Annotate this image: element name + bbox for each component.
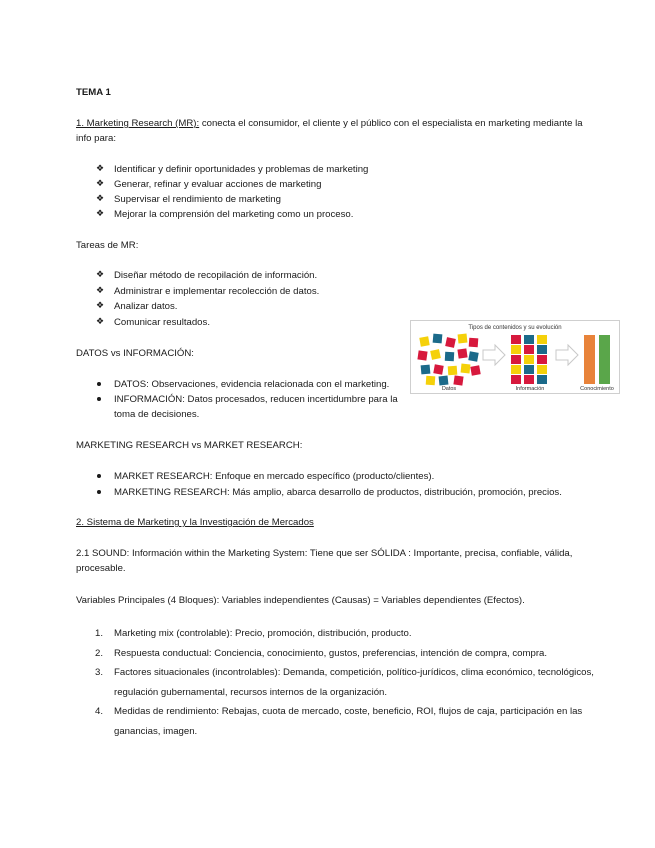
- info-square: [537, 335, 547, 344]
- list-item-text: Factores situacionales (incontrolables): Demanda, competición, político-jurídicos, clima económico, tecnológicos,: [114, 667, 594, 678]
- datos-info-list: [76, 377, 398, 422]
- list-item-text: Medidas de rendimiento: Rebajas, cuota de mercado, coste, beneficio, ROI, flujos de caja, participación en las: [114, 706, 583, 717]
- list-item: ❖ Comunicar resultados.: [76, 315, 319, 331]
- sound-paragraph: [76, 546, 572, 576]
- list-number: 2.: [95, 647, 104, 659]
- section2-title: 2. Sistema de Marketing y la Investigación de Mercados: [76, 517, 314, 528]
- list-number: 4.: [95, 706, 104, 717]
- data-square: [445, 352, 454, 361]
- list-item: [76, 644, 594, 664]
- info-square: [537, 375, 547, 384]
- mr-title: 1. Marketing Research (MR):: [76, 118, 200, 129]
- list-item: [76, 702, 594, 741]
- page-heading: TEMA 1: [76, 87, 111, 98]
- data-square: [470, 365, 480, 375]
- info-square: [537, 355, 547, 364]
- figure-title: Tipos de contenidos y su evolución: [468, 325, 562, 331]
- mr-vs-list: [76, 469, 562, 501]
- tareas-title: Tareas de MR:: [76, 240, 139, 251]
- list-item: ❖ Identificar y definir oportunidades y problemas de marketing: [76, 162, 368, 177]
- info-square: [524, 345, 534, 354]
- data-square: [430, 349, 441, 360]
- info-square: [511, 335, 521, 344]
- data-square: [469, 338, 479, 348]
- label-informacion: Información: [515, 386, 545, 392]
- list-item: ❖ Administrar e implementar recolección de datos.: [76, 284, 319, 300]
- info-square: [511, 375, 521, 384]
- data-square: [468, 351, 478, 361]
- list-item: MARKETING RESEARCH: Más amplio, abarca desarrollo de productos, distribución, promoción, precios.: [76, 485, 562, 501]
- info-square: [511, 345, 521, 354]
- mr-vs-title: MARKETING RESEARCH vs MARKET RESEARCH:: [76, 440, 303, 451]
- data-square: [419, 336, 429, 346]
- data-square: [439, 376, 449, 386]
- list-item: ❖ Generar, refinar y evaluar acciones de marketing: [76, 177, 368, 192]
- variables-paragraph: Variables Principales (4 Bloques): Variables independientes (Causas) = Variables dependientes (Efectos).: [76, 595, 525, 606]
- arrow-shape: [556, 345, 578, 365]
- list-item-text: Marketing mix (controlable): Precio, promoción, distribución, producto.: [114, 628, 412, 639]
- label-conocimiento: Conocimiento: [580, 386, 614, 392]
- list-number: 1.: [95, 628, 104, 639]
- info-square: [537, 345, 547, 354]
- list-item-text: Respuesta conductual: Conciencia, conocimiento, gustos, preferencias, intención de compra, compra.: [114, 647, 548, 659]
- sound-line1: 2.1 SOUND: Información within the Marketing System: Tiene que ser SÓLIDA : Importante, precisa, confiable, válida,: [76, 548, 573, 559]
- datos-info-title: DATOS vs INFORMACIÓN:: [76, 348, 194, 359]
- list-item-text-cont: regulación gubernamental, recursos internos de la organización.: [114, 686, 388, 698]
- data-square: [461, 364, 471, 374]
- list-item-text: INFORMACIÓN: Datos procesados, reducen incertidumbre para la: [114, 394, 398, 405]
- list-item: DATOS: Observaciones, evidencia relacionada con el marketing.: [76, 377, 398, 392]
- list-item: ❖ Diseñar método de recopilación de información.: [76, 268, 319, 284]
- info-square: [524, 375, 534, 384]
- list-item: ❖ Mejorar la comprensión del marketing como un proceso.: [76, 207, 368, 222]
- mr-text-line1: conecta el consumidor, el cliente y el público con el especialista en marketing mediante la: [199, 118, 583, 129]
- data-square: [457, 348, 467, 358]
- knowledge-bar-orange: [584, 335, 595, 384]
- list-item: [76, 663, 594, 702]
- info-square: [537, 365, 547, 374]
- knowledge-bar-green: [599, 335, 610, 384]
- mr-paragraph: [76, 116, 583, 146]
- mr-text-line2: info para:: [76, 133, 117, 144]
- data-square: [448, 366, 458, 376]
- list-item-text-cont: ganancias, imagen.: [114, 725, 198, 737]
- list-number: 3.: [95, 667, 104, 678]
- mr-list: [76, 162, 368, 222]
- content-evolution-figure: [410, 320, 620, 394]
- figure-svg: [411, 321, 619, 393]
- list-item: [76, 392, 398, 422]
- data-square: [453, 375, 463, 385]
- list-item: ❖ Supervisar el rendimiento de marketing: [76, 192, 368, 207]
- data-square: [433, 334, 443, 344]
- data-square: [433, 364, 443, 374]
- arrow-shape: [483, 345, 505, 365]
- data-square: [445, 337, 456, 348]
- list-item: [76, 624, 594, 644]
- info-square: [511, 365, 521, 374]
- info-square: [524, 355, 534, 364]
- info-square: [524, 335, 534, 344]
- label-datos: Datos: [441, 386, 457, 392]
- variables-list: [76, 624, 594, 741]
- sound-line2: procesable.: [76, 563, 126, 574]
- list-item: MARKET RESEARCH: Enfoque en mercado específico (producto/clientes).: [76, 469, 562, 485]
- list-item-text-cont: toma de decisiones.: [114, 409, 200, 420]
- data-square: [417, 350, 427, 360]
- data-square: [458, 334, 468, 344]
- tareas-list: [76, 268, 319, 330]
- list-item: ❖ Analizar datos.: [76, 299, 319, 315]
- info-square: [511, 355, 521, 364]
- info-square: [524, 365, 534, 374]
- data-square: [421, 365, 431, 375]
- data-square: [426, 376, 436, 386]
